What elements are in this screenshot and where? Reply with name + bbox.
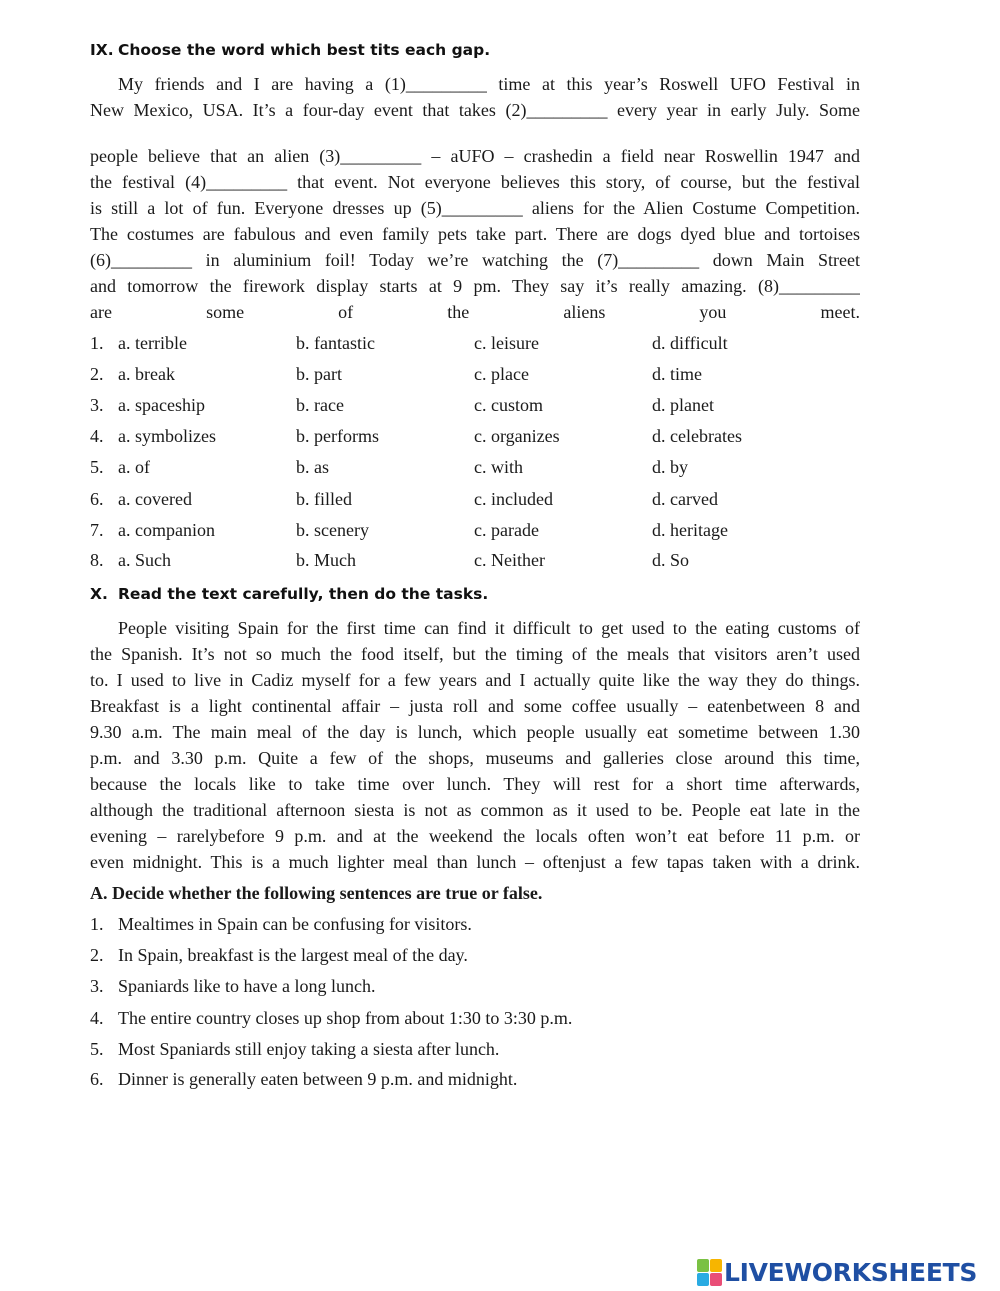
- tf-item-number: 5.: [90, 1039, 104, 1059]
- option-c: c. custom: [474, 395, 543, 415]
- option-b: b. fantastic: [296, 333, 375, 353]
- option-b: b. part: [296, 364, 342, 384]
- tf-item-text: Mealtimes in Spain can be confusing for visitors.: [118, 914, 472, 934]
- option-b: b. filled: [296, 489, 352, 509]
- option-d: d. by: [652, 457, 688, 477]
- option-d: d. time: [652, 364, 702, 384]
- option-number: 1.: [90, 333, 104, 353]
- option-c: c. organizes: [474, 426, 560, 446]
- tf-item-number: 2.: [90, 945, 104, 965]
- passage-line: New Mexico, USA. It’s a four-day event that takes (2)_________ every year in early July. Some: [90, 100, 860, 120]
- option-row: [90, 333, 860, 359]
- passage-line: The costumes are fabulous and even family pets take part. There are dogs dyed blue and tortoises: [90, 224, 860, 244]
- option-row: [90, 457, 860, 483]
- option-b: b. performs: [296, 426, 379, 446]
- tf-item-number: 1.: [90, 914, 104, 934]
- passage-line: People visiting Spain for the first time can find it difficult to get used to the eating customs of: [118, 618, 860, 638]
- tf-item-text: Dinner is generally eaten between 9 p.m. and midnight.: [118, 1069, 518, 1089]
- option-number: 3.: [90, 395, 104, 415]
- option-a: a. covered: [118, 489, 192, 509]
- option-c: c. with: [474, 457, 523, 477]
- passage-line: 9.30 a.m. The main meal of the day is lunch, which people usually eat sometime between 1.30: [90, 722, 860, 742]
- tf-item-number: 4.: [90, 1008, 104, 1028]
- liveworksheets-logo: [697, 1257, 977, 1287]
- option-b: b. Much: [296, 550, 356, 570]
- passage-line: the Spanish. It’s not so much the food itself, but the timing of the meals that visitors aren’t used: [90, 644, 860, 664]
- passage-line: people believe that an alien (3)_________ – aUFO – crashedin a field near Roswellin 1947 and: [90, 146, 860, 166]
- section-9-number: IX.: [90, 41, 114, 59]
- passage-line: p.m. and 3.30 p.m. Quite a few of the shops, museums and galleries close around this time,: [90, 748, 860, 768]
- passage-line: evening – rarelybefore 9 p.m. and at the weekend the locals often won’t eat before 11 p.m. or: [90, 826, 860, 846]
- option-a: a. companion: [118, 520, 215, 540]
- option-number: 5.: [90, 457, 104, 477]
- section-9-passage: [90, 71, 860, 123]
- option-d: d. difficult: [652, 333, 728, 353]
- section-10-heading: [90, 585, 488, 603]
- option-a: a. spaceship: [118, 395, 205, 415]
- liveworksheets-logo-text: LIVEWORKSHEETS: [724, 1257, 978, 1287]
- option-number: 8.: [90, 550, 104, 570]
- option-number: 6.: [90, 489, 104, 509]
- option-c: c. parade: [474, 520, 539, 540]
- passage-line: are some of the aliens you meet.: [90, 302, 860, 322]
- option-row: [90, 520, 860, 546]
- tf-item-text: Spaniards like to have a long lunch.: [118, 976, 376, 996]
- section-9-heading: [90, 41, 490, 59]
- option-row: [90, 550, 860, 576]
- option-d: d. celebrates: [652, 426, 742, 446]
- passage-line: because the locals like to take time over lunch. They will rest for a short time afterwards,: [90, 774, 860, 794]
- option-c: c. included: [474, 489, 553, 509]
- section-9-title: Choose the word which best tits each gap.: [118, 41, 491, 59]
- option-number: 7.: [90, 520, 104, 540]
- tf-item-number: 3.: [90, 976, 104, 996]
- option-b: b. race: [296, 395, 344, 415]
- tf-item-text: In Spain, breakfast is the largest meal of the day.: [118, 945, 468, 965]
- tf-item-number: 6.: [90, 1069, 104, 1089]
- tf-item-text: The entire country closes up shop from about 1:30 to 3:30 p.m.: [118, 1008, 573, 1028]
- passage-line: (6)_________ in aluminium foil! Today we’re watching the (7)_________ down Main Street: [90, 250, 860, 270]
- tf-item-text: Most Spaniards still enjoy taking a siesta after lunch.: [118, 1039, 500, 1059]
- option-a: a. symbolizes: [118, 426, 216, 446]
- option-d: d. carved: [652, 489, 718, 509]
- section-10-title: Read the text carefully, then do the tasks.: [118, 585, 489, 603]
- passage-line: is still a lot of fun. Everyone dresses up (5)_________ aliens for the Alien Costume Competition.: [90, 198, 860, 218]
- option-b: b. scenery: [296, 520, 369, 540]
- logo-square: [697, 1259, 709, 1272]
- passage-line: Breakfast is a light continental affair – justa roll and some coffee usually – eatenbetween 8 and: [90, 696, 860, 716]
- task-a-heading: A. Decide whether the following sentences are true or false.: [90, 883, 543, 903]
- passage-line: and tomorrow the firework display starts at 9 pm. They say it’s really amazing. (8)_________: [90, 276, 860, 296]
- option-c: c. place: [474, 364, 529, 384]
- option-a: a. terrible: [118, 333, 187, 353]
- option-row: [90, 426, 860, 452]
- option-a: a. of: [118, 457, 150, 477]
- option-d: d. planet: [652, 395, 714, 415]
- section-9-passage-cont: [90, 143, 860, 325]
- option-number: 2.: [90, 364, 104, 384]
- passage-line: My friends and I are having a (1)_________ time at this year’s Roswell UFO Festival in: [118, 74, 860, 94]
- option-d: d. heritage: [652, 520, 728, 540]
- option-a: a. Such: [118, 550, 171, 570]
- option-b: b. as: [296, 457, 329, 477]
- section-10-number: X.: [90, 585, 108, 603]
- passage-line: even midnight. This is a much lighter meal than lunch – oftenjust a few tapas taken with a drink.: [90, 852, 860, 872]
- option-row: [90, 395, 860, 421]
- passage-line: although the traditional afternoon siesta is not as common as it used to be. People eat late in the: [90, 800, 860, 820]
- option-c: c. leisure: [474, 333, 539, 353]
- option-row: [90, 364, 860, 390]
- passage-line: the festival (4)_________ that event. Not everyone believes this story, of course, but the festival: [90, 172, 860, 192]
- section-10-passage: [90, 615, 860, 875]
- option-c: c. Neither: [474, 550, 545, 570]
- logo-square: [710, 1259, 722, 1272]
- logo-square: [697, 1273, 709, 1286]
- logo-square: [710, 1273, 722, 1286]
- passage-line: to. I used to live in Cadiz myself for a few years and I actually quite like the way they do things.: [90, 670, 860, 690]
- option-number: 4.: [90, 426, 104, 446]
- option-a: a. break: [118, 364, 175, 384]
- liveworksheets-logo-icon: [697, 1259, 721, 1285]
- option-d: d. So: [652, 550, 690, 570]
- option-row: [90, 489, 860, 515]
